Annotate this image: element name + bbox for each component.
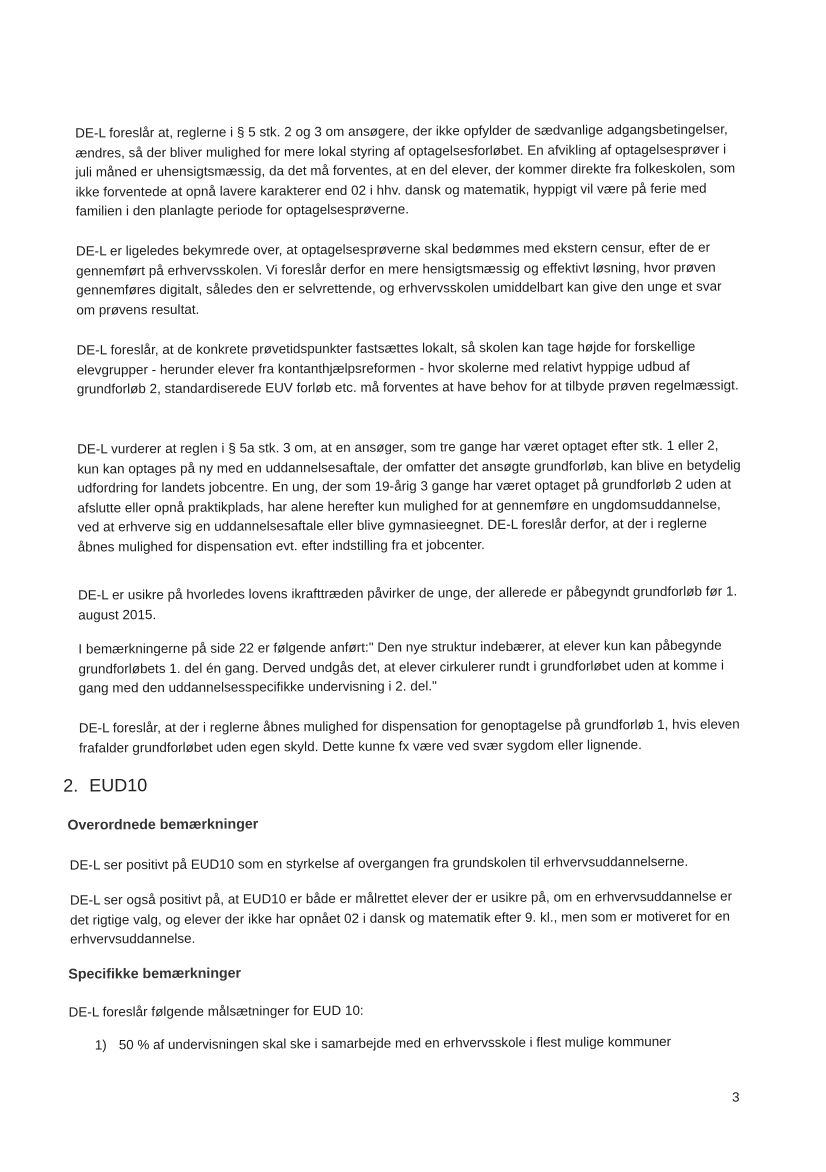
paragraph-local-test-times: DE-L foreslår, at de konkrete prøvetidspunkter fastsættes lokalt, så skolen kan tage højde for forskellige elevgrupper - herunder elever fra kontanthjælpsreformen - hvor skolerne med relativt hyppige udbud af grundforløb 2, standardiserede EUV forløb etc. må forventes at have behov for at tilbyde prøven regelmæssigt. xyxy=(76,338,739,397)
subheading-specific-remarks: Specifikke bemærkninger xyxy=(68,965,242,983)
paragraph-jobcentre-challenge: DE-L vurderer at reglen i § 5a stk. 3 om, at en ansøger, som tre gange har været optaget efter stk. 1 eller 2, kun kan optages på ny med en uddannelsesaftale, der omfatter det ansøgte grundforløb, kan blive en betydelig udfordring for landets jobcentre. En ung, der som 19-årig 3 gange har været optaget på grundforløb 2 uden at afslutte eller opnå praktikplads, har alene herefter kun mulighed for at gennemføre en ungdomsuddannelse, ved at erhverve sig en uddannelsesaftale eller blive gymnasieegnet. DE-L foreslår derfor, at der i reglerne åbnes mulighed for dispensation evt. efter indstilling fra et jobcenter. xyxy=(77,437,741,555)
list-item xyxy=(95,1031,745,1055)
page-number: 3 xyxy=(732,1089,740,1105)
section-number: 2. xyxy=(63,775,79,796)
paragraph-goals-intro: DE-L foreslår følgende målsætninger for EUD 10: xyxy=(68,1002,364,1020)
paragraph-admission-rules: DE-L foreslår at, reglerne i § 5 stk. 2 og 3 om ansøgere, der ikke opfylder de sædvanlige adgangsbetingelser, ændres, så der bliver mulighed for mere lokal styring af optagelsesforløbet. En afvikling af optagelsesprøver i juli måned er uhensigtsmæssig, da det må forventes, at en del elever, der kommer direkte fra folkeskolen, som ikke forventede at opnå lavere karakterer end 02 i hhv. dansk og matematik, hyppigt vil være på ferie med familien i den planlagte periode for optagelsesprøverne. xyxy=(75,121,736,219)
paragraph-eud10-positive: DE-L ser positivt på EUD10 som en styrkelse af overgangen fra grundskolen til erhvervsuddannelserne. xyxy=(69,853,689,873)
list-marker: 1) xyxy=(94,1037,107,1053)
subheading-general-remarks: Overordnede bemærkninger xyxy=(67,816,259,834)
paragraph-eud10-target: DE-L ser også positivt på, at EUD10 er både er målrettet elever der er usikre på, om en erhvervsuddannelse er det rigtige valg, og elever der ikke har opnået 02 i dansk og matematik efter 9. kl., men som er motiveret for en erhvervsuddannelse. xyxy=(69,888,733,947)
paragraph-dispensation: DE-L foreslår, at der i reglerne åbnes mulighed for dispensation for genoptagelse på grundforløb 1, hvis eleven frafalder grundforløbet uden egen skyld. Dette kunne fx være ved svær sygdom eller lignende. xyxy=(78,716,740,756)
paragraph-external-censorship: DE-L er ligeledes bekymrede over, at optagelsesprøverne skal bedømmes med ekstern censur, efter de er gennemført på erhvervsskolen. Vi foreslår derfor en mere hensigtsmæssig og effektivt løsning, hvor prøven gennemføres digitalt, således den er selvrettende, og erhvervsskolen umiddelbart kan give den unge et svar om prøvens resultat. xyxy=(75,239,722,318)
section-title: EUD10 xyxy=(89,775,148,796)
section-heading xyxy=(63,772,463,796)
paragraph-commencement: DE-L er usikre på hvorledes lovens ikrafttræden påvirker de unge, der allerede er påbegyndt grundforløb før 1. august 2015. xyxy=(78,583,738,623)
paragraph-remarks-quote: I bemærkningerne på side 22 er følgende anført:" Den nye struktur indebærer, at elever kun kan påbegynde grundforløbets 1. del én gang. Derved undgås det, at elever cirkulerer rundt i grundforløbet uden at komme i gang med den uddannelsesspecifikke undervisning i 2. del." xyxy=(78,637,725,696)
list-item-text: 50 % af undervisningen skal ske i samarbejde med en erhvervsskole i flest mulige kommuner xyxy=(118,1033,672,1053)
